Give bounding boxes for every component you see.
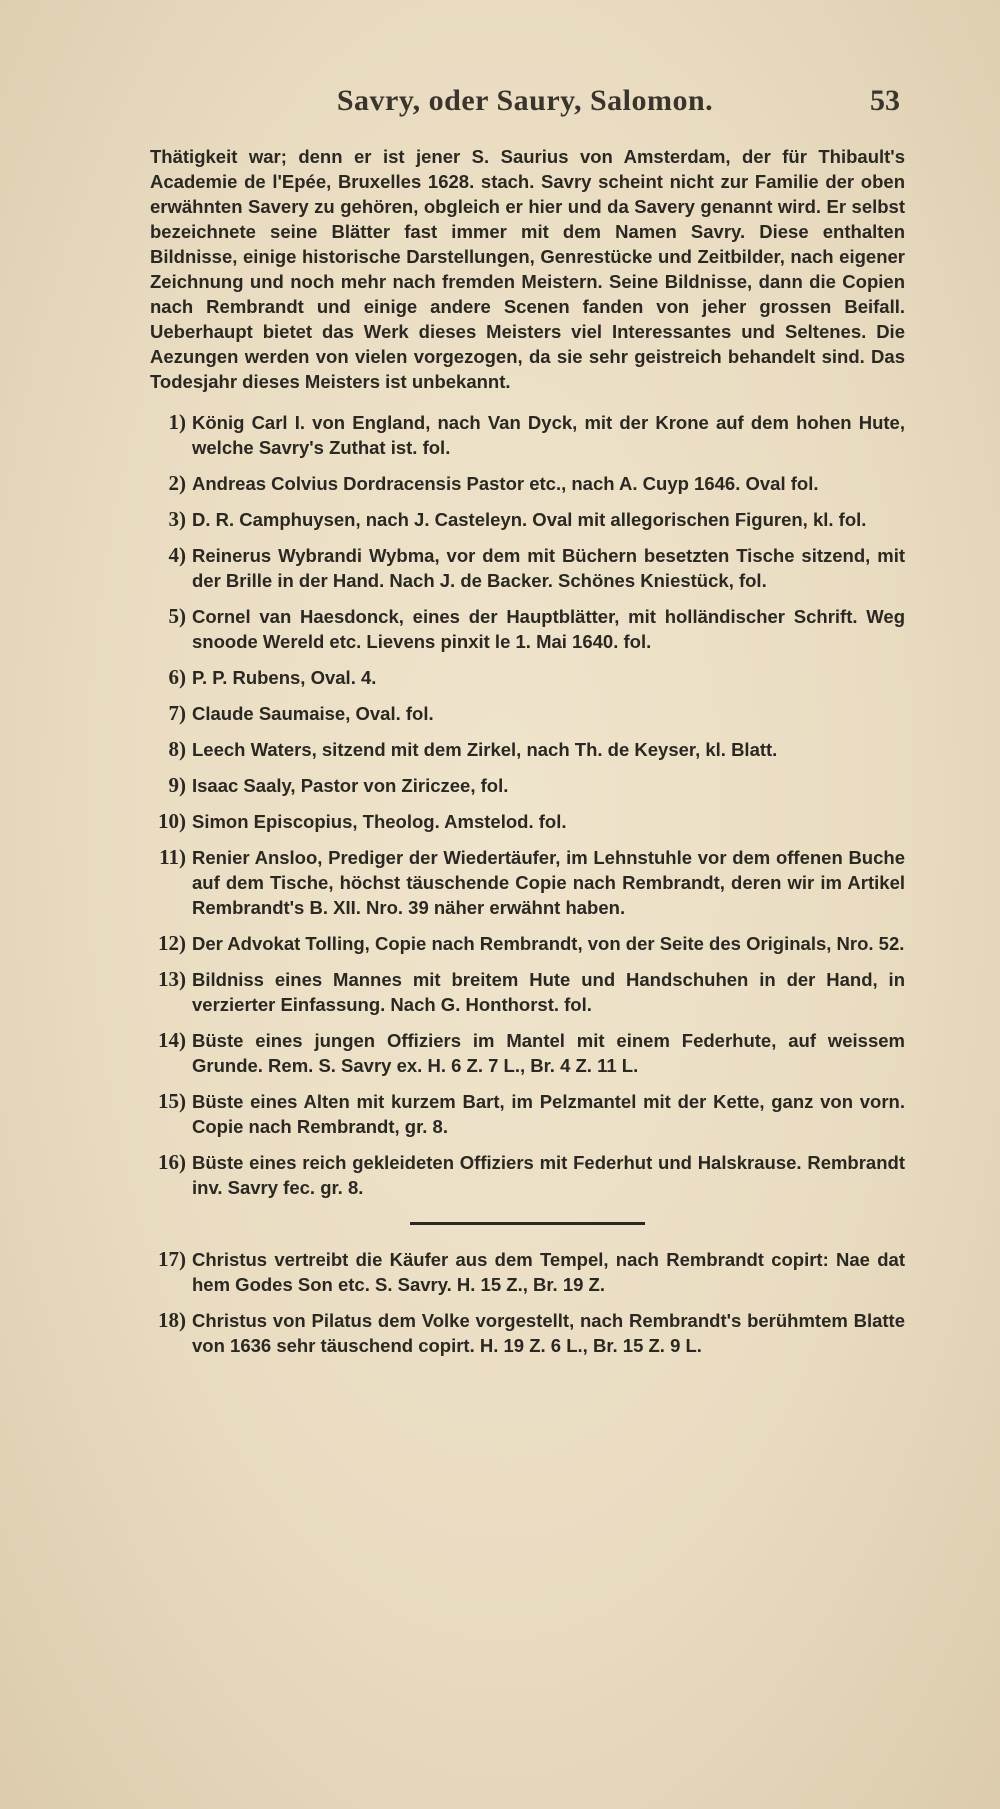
catalogue-entry [150, 931, 905, 956]
catalogue-entry [150, 809, 905, 834]
entry-number: 9) [168, 773, 186, 797]
catalogue-entry [150, 701, 905, 726]
entry-number: 18) [158, 1308, 186, 1332]
intro-paragraph: Thätigkeit war; denn er ist jener S. Saurius von Amsterdam, der für Thibault's Academie de l'Epée, Bruxelles 1628. stach. Savry scheint nicht zur Familie der oben erwähnten Savery zu gehören, obgleich er hier und da Savery genannt wird. Er selbst bezeichnete seine Blätter fast immer mit dem Namen Savry. Diese enthalten Bildnisse, einige historische Darstellungen, Genrestücke und Zeitbilder, nach eigener Zeichnung und noch mehr nach fremden Meistern. Seine Bildnisse, dann die Copien nach Rembrandt und einige andere Scenen fanden von jeher grossen Beifall. Ueberhaupt bietet das Werk dieses Meisters viel Interessantes und Seltenes. Die Aezungen werden von vielen vorgezogen, da sie sehr geistreich behandelt sind. Das Todesjahr dieses Meisters ist unbekannt. [150, 146, 905, 392]
entry-text: P. P. Rubens, Oval. 4. [192, 667, 377, 688]
entry-number: 14) [158, 1028, 186, 1052]
entry-number: 1) [168, 410, 186, 434]
entry-text: Simon Episcopius, Theolog. Amstelod. fol. [192, 811, 567, 832]
entry-text: Isaac Saaly, Pastor von Ziriczee, fol. [192, 775, 509, 796]
catalogue-entry [150, 543, 905, 593]
page-number: 53 [870, 84, 900, 117]
catalogue-entry [150, 471, 905, 496]
running-title: Savry, oder Saury, Salomon. [336, 84, 714, 117]
entry-number: 5) [168, 604, 186, 628]
catalogue-list-second [150, 1247, 905, 1358]
entry-number: 13) [158, 967, 186, 991]
catalogue-entry [150, 1247, 905, 1297]
entry-text: Bildniss eines Mannes mit breitem Hute und Handschuhen in der Hand, in verzierter Einfassung. Nach G. Honthorst. fol. [192, 969, 905, 1015]
entry-number: 8) [168, 737, 186, 761]
entry-number: 15) [158, 1089, 186, 1113]
entry-number: 4) [168, 543, 186, 567]
entry-text: Leech Waters, sitzend mit dem Zirkel, nach Th. de Keyser, kl. Blatt. [192, 739, 778, 760]
catalogue-entry [150, 737, 905, 762]
entry-text: Der Advokat Tolling, Copie nach Rembrandt, von der Seite des Originals, Nro. 52. [192, 933, 905, 954]
entry-number: 16) [158, 1150, 186, 1174]
catalogue-entry [150, 1028, 905, 1078]
catalogue-entry [150, 665, 905, 690]
page-header [150, 84, 900, 124]
catalogue-entry [150, 604, 905, 654]
entry-text: Cornel van Haesdonck, eines der Hauptblätter, mit holländischer Schrift. Weg snoode Wereld etc. Lievens pinxit le 1. Mai 1640. fol. [192, 606, 905, 652]
catalogue-entry [150, 1308, 905, 1358]
catalogue-entry [150, 507, 905, 532]
entry-text: Büste eines reich gekleideten Offiziers mit Federhut und Halskrause. Rembrandt inv. Savry fec. gr. 8. [192, 1152, 905, 1198]
entry-text: König Carl I. von England, nach Van Dyck, mit der Krone auf dem hohen Hute, welche Savry's Zuthat ist. fol. [192, 412, 905, 458]
entry-number: 6) [168, 665, 186, 689]
catalogue-entry [150, 410, 905, 460]
page-content [150, 144, 905, 1369]
entry-number: 17) [158, 1247, 186, 1271]
entry-number: 12) [158, 931, 186, 955]
entry-text: Claude Saumaise, Oval. fol. [192, 703, 434, 724]
entry-text: Andreas Colvius Dordracensis Pastor etc., nach A. Cuyp 1646. Oval fol. [192, 473, 819, 494]
catalogue-entry [150, 1150, 905, 1200]
catalogue-list-first [150, 410, 905, 1200]
entry-text: D. R. Camphuysen, nach J. Casteleyn. Oval mit allegorischen Figuren, kl. fol. [192, 509, 867, 530]
entry-text: Christus von Pilatus dem Volke vorgestellt, nach Rembrandt's berühmtem Blatte von 1636 sehr täuschend copirt. H. 19 Z. 6 L., Br. 15 Z. 9 L. [192, 1310, 905, 1356]
catalogue-entry [150, 845, 905, 920]
section-divider [410, 1222, 645, 1225]
entry-number: 7) [168, 701, 186, 725]
catalogue-entry [150, 967, 905, 1017]
catalogue-entry [150, 1089, 905, 1139]
entry-text: Christus vertreibt die Käufer aus dem Tempel, nach Rembrandt copirt: Nae dat hem Godes Son etc. S. Savry. H. 15 Z., Br. 19 Z. [192, 1249, 905, 1295]
entry-text: Büste eines jungen Offiziers im Mantel mit einem Federhute, auf weissem Grunde. Rem. S. Savry ex. H. 6 Z. 7 L., Br. 4 Z. 11 L. [192, 1030, 905, 1076]
catalogue-entry [150, 773, 905, 798]
entry-number: 11) [159, 845, 186, 869]
entry-text: Renier Ansloo, Prediger der Wiedertäufer, im Lehnstuhle vor dem offenen Buche auf dem Tische, höchst täuschende Copie nach Rembrandt, deren wir im Artikel Rembrandt's B. XII. Nro. 39 näher erwähnt haben. [192, 847, 905, 918]
entry-number: 10) [158, 809, 186, 833]
entry-text: Büste eines Alten mit kurzem Bart, im Pelzmantel mit der Kette, ganz von vorn. Copie nach Rembrandt, gr. 8. [192, 1091, 905, 1137]
entry-number: 3) [168, 507, 186, 531]
entry-text: Reinerus Wybrandi Wybma, vor dem mit Büchern besetzten Tische sitzend, mit der Brille in der Hand. Nach J. de Backer. Schönes Kniestück, fol. [192, 545, 905, 591]
entry-number: 2) [168, 471, 186, 495]
